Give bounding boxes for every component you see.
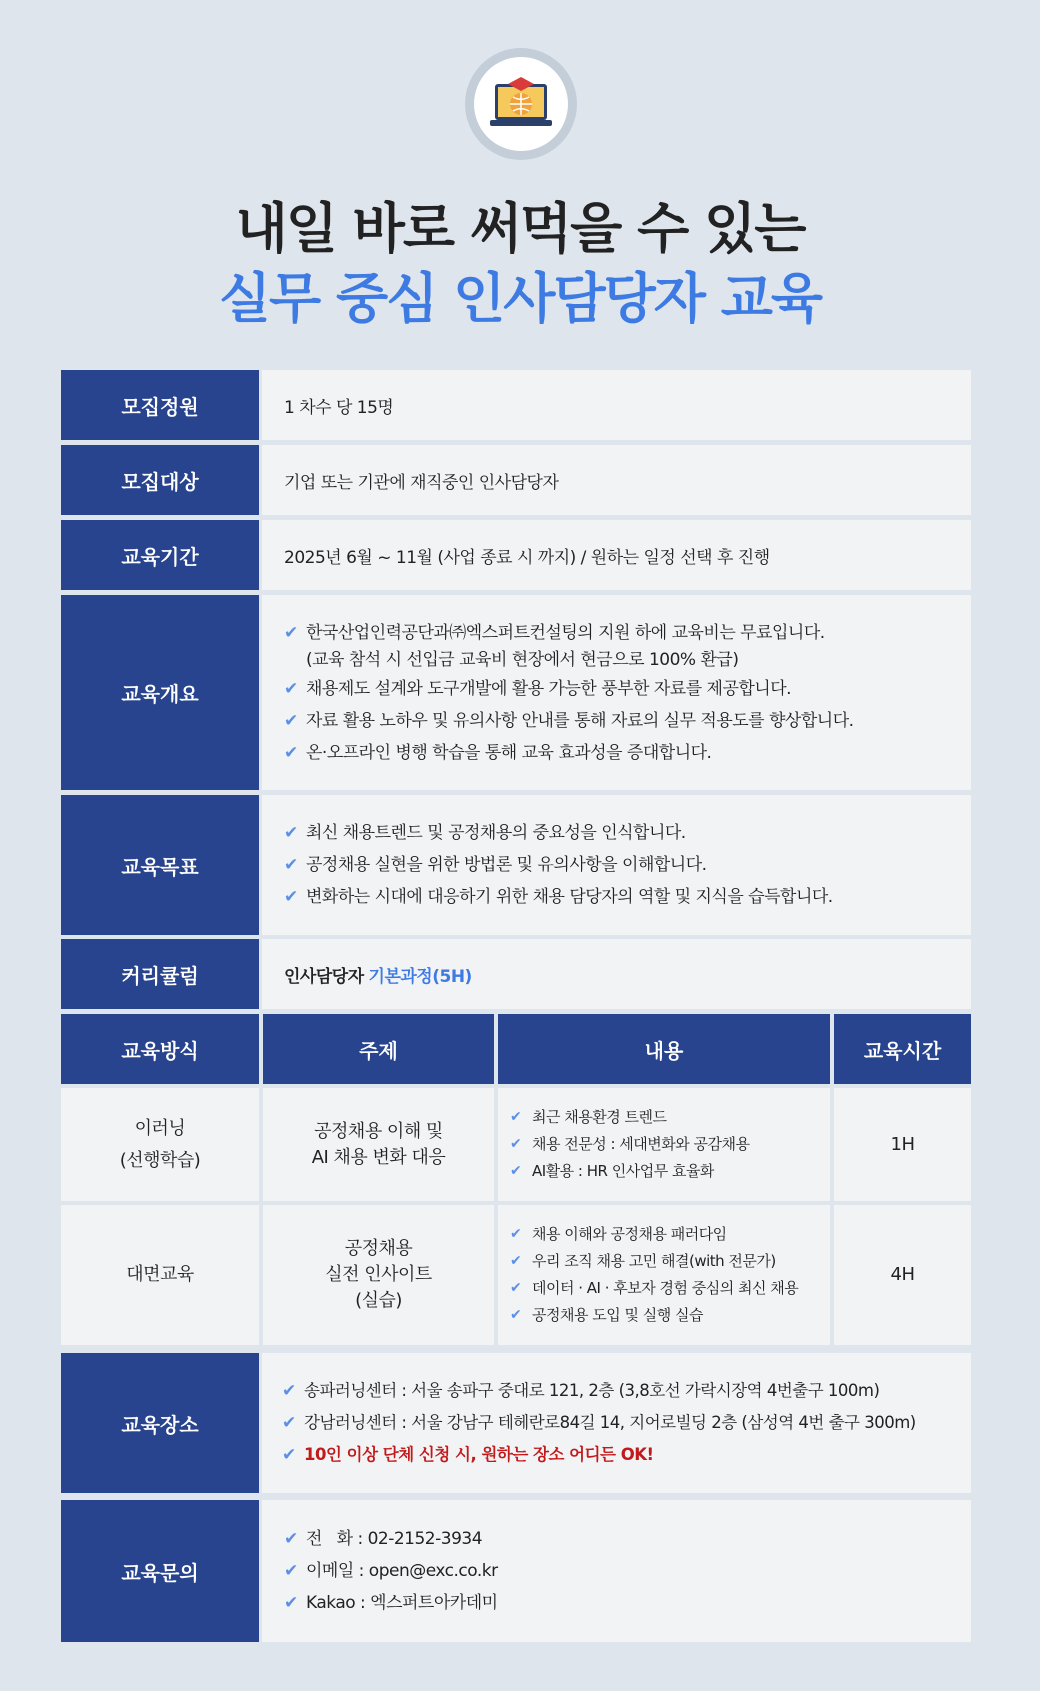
period-row	[61, 520, 971, 590]
goal-item-2: 공정채용 실현을 위한 방법론 및 유의사항을 이해합니다.	[306, 855, 707, 875]
contact-kakao: Kakao : 엑스퍼트아카데미	[306, 1593, 498, 1613]
group-signup-highlight: 10인 이상 단체 신청 시, 원하는 장소 어디든 OK!	[304, 1445, 654, 1464]
goals-label: 교육목표	[61, 795, 259, 935]
period-label: 교육기간	[61, 520, 259, 590]
check-icon: ✔	[284, 678, 298, 699]
capacity-label: 모집정원	[61, 370, 259, 440]
overview-value	[262, 595, 971, 790]
overview-refund-note: (교육 참석 시 선입금 교육비 현장에서 현금으로 100% 환급)	[306, 649, 739, 670]
list-item	[284, 673, 971, 705]
table-row-1-content	[498, 1088, 830, 1201]
list-item	[282, 1375, 971, 1407]
list-item	[510, 1248, 798, 1275]
table-header-content: 내용	[498, 1014, 830, 1084]
target-row	[61, 445, 971, 515]
table-header-method: 교육방식	[61, 1014, 259, 1084]
check-icon: ✔	[284, 823, 298, 843]
topic-text: 공정채용 이해 및	[314, 1120, 443, 1142]
list-item	[510, 1302, 798, 1329]
contact-phone: 전 화 : 02-2152-3934	[306, 1529, 483, 1549]
check-icon: ✔	[284, 887, 298, 907]
table-row-1-method	[61, 1088, 259, 1201]
goals-row	[61, 795, 971, 935]
location-item-songpa: 송파러닝센터 : 서울 송파구 중대로 121, 2층 (3,8호선 가락시장역 4번출구 100m)	[304, 1381, 880, 1400]
headline-line1: 내일 바로 써먹을 수 있는	[235, 197, 805, 260]
topic-text: AI 채용 변화 대응	[311, 1146, 446, 1168]
check-icon: ✔	[284, 855, 298, 875]
graduation-laptop-icon	[486, 74, 556, 134]
list-item	[510, 1131, 750, 1158]
list-item	[284, 1587, 971, 1619]
content-item: 채용 전문성 : 세대변화와 공감채용	[532, 1135, 750, 1153]
goal-item-3: 변화하는 시대에 대응하기 위한 채용 담당자의 역할 및 지식을 습득합니다.	[306, 887, 833, 907]
table-row-1-hours: 1H	[834, 1088, 971, 1201]
target-label: 모집대상	[61, 445, 259, 515]
topic-text: (실습)	[355, 1290, 402, 1311]
table-row-2-topic	[263, 1205, 494, 1345]
list-item	[284, 737, 971, 769]
goal-item-1: 최신 채용트렌드 및 공정채용의 중요성을 인식합니다.	[306, 823, 686, 843]
content-item: 데이터 · AI · 후보자 경험 중심의 최신 채용	[532, 1279, 799, 1297]
topic-text: 공정채용	[344, 1238, 413, 1259]
content-item: AI활용 : HR 인사업무 효율화	[532, 1162, 714, 1180]
check-icon: ✔	[284, 622, 298, 643]
list-item	[282, 1407, 971, 1439]
location-item-gangnam: 강남러닝센터 : 서울 강남구 테헤란로84길 14, 지어로빌딩 2층 (삼성역 4번 출구 300m)	[304, 1413, 916, 1432]
check-icon: ✔	[284, 742, 298, 763]
contact-email[interactable]: 이메일 : open@exc.co.kr	[306, 1561, 498, 1581]
check-icon: ✔	[510, 1109, 522, 1125]
list-item	[284, 705, 971, 737]
list-item	[284, 849, 971, 881]
list-item	[284, 617, 971, 673]
curriculum-course: 기본과정(5H)	[368, 966, 472, 987]
check-icon: ✔	[282, 1413, 296, 1433]
list-item	[510, 1104, 750, 1131]
contact-value	[262, 1500, 971, 1642]
location-value	[262, 1353, 971, 1493]
method-text: 이러닝	[134, 1117, 186, 1139]
table-row-2-content	[498, 1205, 830, 1345]
target-value: 기업 또는 기관에 재직중인 인사담당자	[262, 445, 971, 515]
location-label: 교육장소	[61, 1353, 259, 1493]
content-item: 최근 채용환경 트렌드	[532, 1108, 667, 1126]
contact-label: 교육문의	[61, 1500, 259, 1642]
curriculum-target: 인사담당자	[284, 966, 364, 987]
overview-row	[61, 595, 971, 790]
check-icon: ✔	[510, 1253, 522, 1269]
logo-badge	[465, 48, 577, 160]
check-icon: ✔	[282, 1445, 296, 1465]
overview-item-3: 자료 활용 노하우 및 유의사항 안내를 통해 자료의 실무 적용도를 향상합니다.	[306, 710, 854, 731]
period-value: 2025년 6월 ~ 11월 (사업 종료 시 까지) / 원하는 일정 선택 후 진행	[262, 520, 971, 590]
check-icon: ✔	[284, 1529, 298, 1549]
list-item	[284, 1555, 971, 1587]
check-icon: ✔	[510, 1280, 522, 1296]
content-item: 우리 조직 채용 고민 해결(with 전문가)	[532, 1252, 776, 1270]
check-icon: ✔	[282, 1381, 296, 1401]
capacity-value: 1 차수 당 15명	[262, 370, 971, 440]
method-subtext: (선행학습)	[119, 1149, 201, 1171]
curriculum-value	[262, 939, 971, 1009]
overview-item-4: 온·오프라인 병행 학습을 통해 교육 효과성을 증대합니다.	[306, 742, 712, 763]
curriculum-label: 커리큘럼	[61, 939, 259, 1009]
check-icon: ✔	[510, 1307, 522, 1323]
list-item	[510, 1158, 750, 1185]
check-icon: ✔	[284, 1561, 298, 1581]
check-icon: ✔	[284, 1593, 298, 1613]
check-icon: ✔	[510, 1136, 522, 1152]
table-header-hours: 교육시간	[834, 1014, 971, 1084]
content-item: 공정채용 도입 및 실행 실습	[532, 1306, 703, 1324]
list-item	[510, 1221, 798, 1248]
contact-row	[61, 1500, 971, 1642]
list-item	[284, 817, 971, 849]
topic-text: 실전 인사이트	[325, 1264, 432, 1285]
table-row-1-topic	[263, 1088, 494, 1201]
goals-value	[262, 795, 971, 935]
list-item	[284, 1523, 971, 1555]
overview-item-2: 채용제도 설계와 도구개발에 활용 가능한 풍부한 자료를 제공합니다.	[306, 678, 792, 699]
table-row-2-method: 대면교육	[61, 1205, 259, 1345]
check-icon: ✔	[510, 1226, 522, 1242]
capacity-row	[61, 370, 971, 440]
overview-item-1: 한국산업인력공단과㈜엑스퍼트컨설팅의 지원 하에 교육비는 무료입니다.	[306, 622, 825, 643]
headline-line2: 실무 중심 인사담당자 교육	[218, 267, 822, 330]
list-item	[510, 1275, 798, 1302]
curriculum-row	[61, 939, 971, 1009]
overview-label: 교육개요	[61, 595, 259, 790]
location-row	[61, 1353, 971, 1493]
list-item	[282, 1439, 971, 1471]
check-icon: ✔	[284, 710, 298, 731]
check-icon: ✔	[510, 1163, 522, 1179]
list-item	[284, 881, 971, 913]
content-item: 채용 이해와 공정채용 패러다임	[532, 1225, 727, 1243]
table-header-topic: 주제	[263, 1014, 494, 1084]
table-row-2-hours: 4H	[834, 1205, 971, 1345]
